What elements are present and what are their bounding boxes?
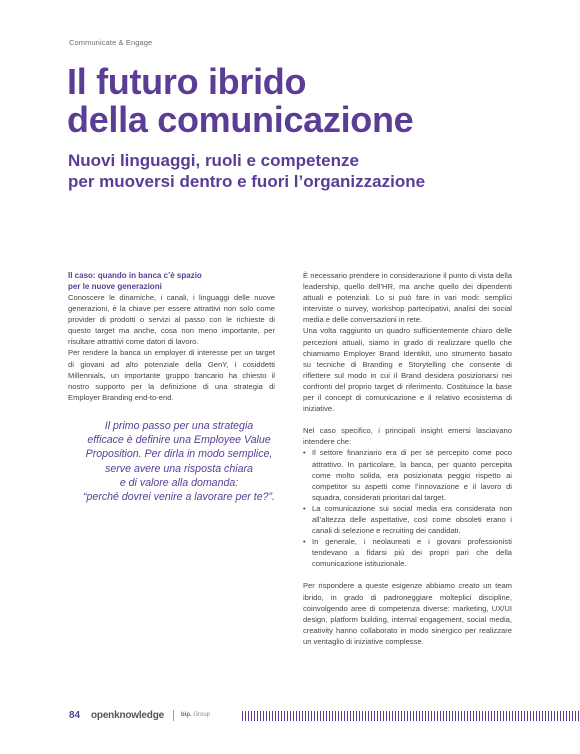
pull-quote-line: Proposition. Per dirla in modo semplice, xyxy=(85,448,273,461)
article-subtitle-line: Nuovi linguaggi, ruoli e competenze xyxy=(68,151,359,170)
right-column xyxy=(303,270,512,647)
bullet-icon: • xyxy=(303,537,306,547)
pull-quote-line: e di valore alla domanda: xyxy=(119,476,239,489)
bullet-icon: • xyxy=(303,503,306,513)
running-head: Communicate & Engage xyxy=(69,38,153,47)
case-heading-line: Il caso: quando in banca c’è spazio xyxy=(68,271,202,280)
decorative-tick-bar xyxy=(242,711,580,721)
pull-quote-line: “perché dovrei venire a lavorare per te?”. xyxy=(83,490,275,503)
list-item xyxy=(303,447,512,502)
list-item-text: Il settore finanziario era di per sé percepito come poco attrattivo. In particolare, la banca, per quanto percepita come molto solida, era posizionata peggio rispetto ai competitor su aspetti come l’innovazione e il lavoro di squadra, considerati prioritari dal target. xyxy=(312,448,512,502)
article-subtitle xyxy=(68,150,425,192)
left-column xyxy=(68,270,275,504)
paragraph-spacer xyxy=(303,569,512,580)
article-title-line: della comunicazione xyxy=(67,99,414,140)
list-item xyxy=(303,503,512,536)
case-heading xyxy=(68,270,275,292)
list-item-text: In generale, i neolaureati e i giovani professionisti tendevano a fidarsi più dei propri pari che della comunicazione istituzionale. xyxy=(312,537,512,569)
article-title xyxy=(67,63,413,139)
pull-quote-line: efficace è definire una Employee Value xyxy=(87,434,271,447)
body-paragraph: Conoscere le dinamiche, i canali, i linguaggi delle nuove generazioni, è la chiave per essere attrattivi non solo come provider di prodotti o servizi al passo con le richieste di questo target ma anche, cosa non meno importante, per risultare attrattivi come datori di lavoro. xyxy=(68,293,275,347)
page-footer xyxy=(69,708,580,724)
case-heading-line: per le nuove generazioni xyxy=(68,282,162,291)
brand-logo: openknowledge xyxy=(91,710,164,721)
article-title-line: Il futuro ibrido xyxy=(67,61,307,102)
body-paragraph: È necessario prendere in considerazione il punto di vista della leadership, quello dell’HR, ma anche quello dei dipendenti attuali e potenziali. Lo si può fare in vari modi: semplici interviste o survey, workshop partecipativi, analisi dei social media e delle conversazioni in rete. xyxy=(303,271,512,325)
body-paragraph: Per rispondere a queste esigenze abbiamo creato un team ibrido, in grado di padroneggiare molteplici discipline, coinvolgendo aree di competenza diverse: marketing, UX/UI design, platform building, internal engagement, social media, creativity hanno collaborato in modo sinergico per realizzare un ventaglio di iniziative complesse. xyxy=(303,581,512,646)
footer-divider xyxy=(173,710,174,721)
pull-quote-line: serve avere una risposta chiara xyxy=(105,462,253,475)
list-item-text: La comunicazione sui social media era considerata non all’altezza delle aspettative, così come obsoleti erano i canali di selezione e recruiting dei candidati. xyxy=(312,503,512,536)
group-logo xyxy=(181,712,210,718)
body-paragraph: Nel caso specifico, i principali insight emersi lasciavano intendere che: xyxy=(303,426,512,447)
list-item xyxy=(303,536,512,569)
insight-list xyxy=(303,447,512,569)
group-logo-prefix: bip. xyxy=(181,712,192,718)
group-logo-suffix: Group xyxy=(193,712,211,718)
body-paragraph: Per rendere la banca un employer di interesse per un target di giovani ad alto potenziale della GenY, i cosiddetti Millennials, un importante gruppo bancario ha chiesto il nostro supporto per la definizione di una strategia di Employer Branding end-to-end. xyxy=(68,348,275,402)
paragraph-spacer xyxy=(303,414,512,425)
pull-quote-line: Il primo passo per una strategia xyxy=(104,419,254,432)
pull-quote xyxy=(64,419,294,504)
page-number: 84 xyxy=(69,710,81,721)
bullet-icon: • xyxy=(303,448,306,458)
article-subtitle-line: per muoversi dentro e fuori l’organizzazione xyxy=(68,172,426,191)
body-paragraph: Una volta raggiunto un quadro sufficientemente chiaro delle percezioni attuali, siamo in grado di realizzare quello che chiamiamo Employer Brand Identikit, uno strumento basato su tecniche di Branding e Storytelling che consente di riflettere sul modo in cui il Brand desidera posizionarsi nei confronti del proprio target di riferimento. Costituisce la base per il concept di comunicazione e il relativo ecosistema di iniziative. xyxy=(303,326,512,414)
